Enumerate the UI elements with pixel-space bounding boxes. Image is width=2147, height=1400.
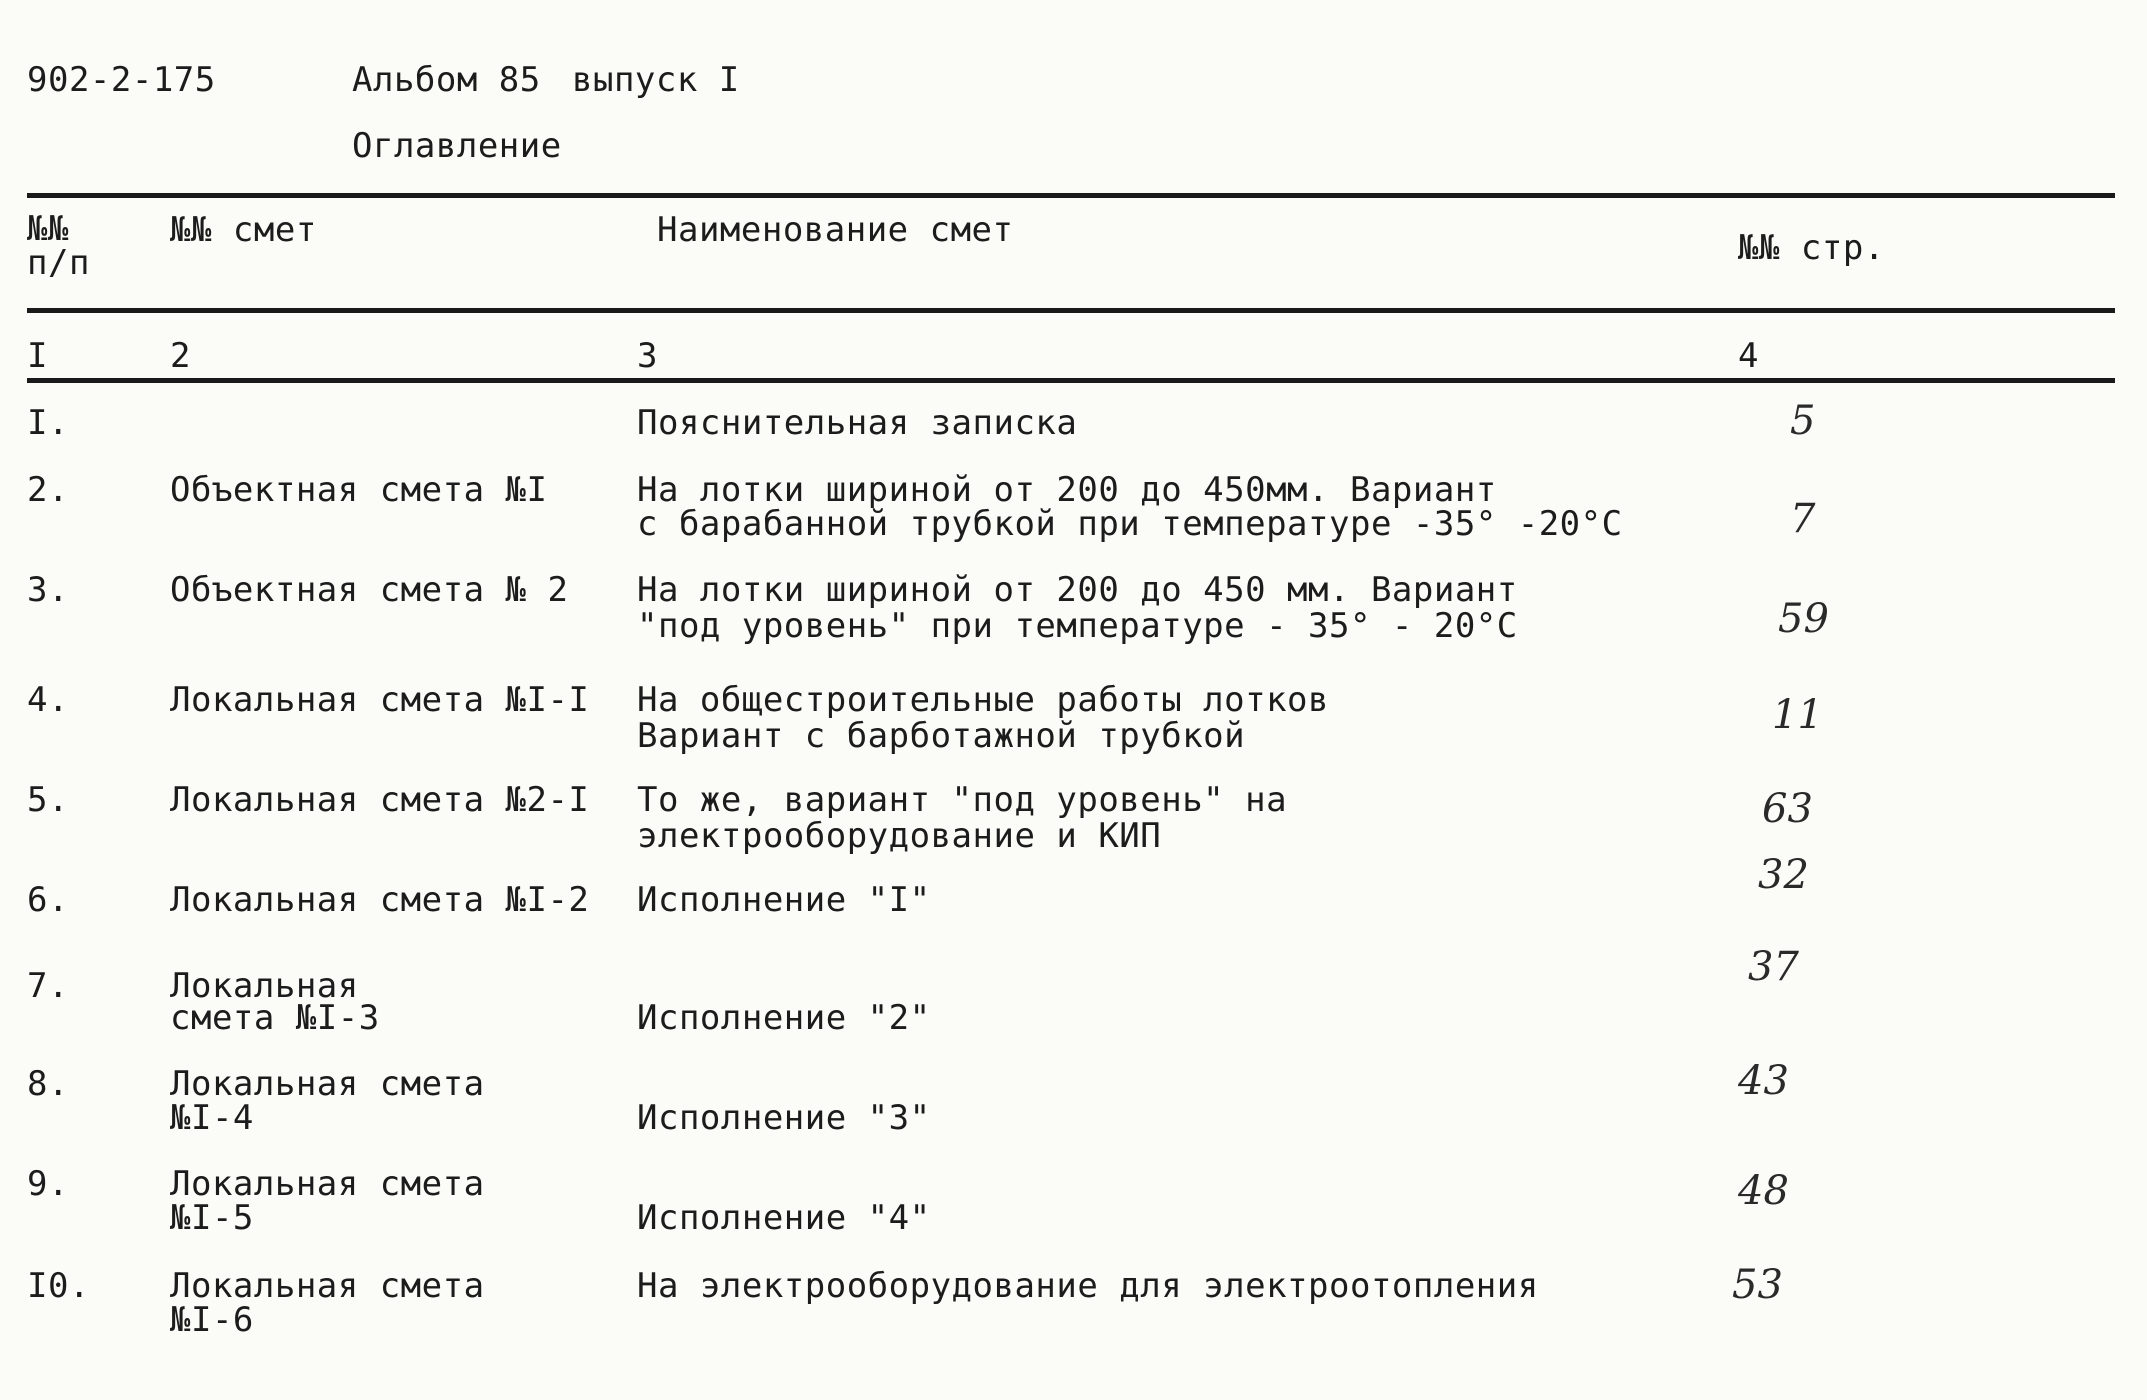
estimate-number: Объектная смета № 2 xyxy=(170,570,569,610)
estimate-name-line: На электрооборудование для электроотопления xyxy=(637,1266,1539,1306)
estimate-name-line: Исполнение "2" xyxy=(637,998,931,1038)
page-number-handwritten: 43 xyxy=(1738,1058,1789,1104)
column-number-1: I xyxy=(27,336,48,376)
estimate-number: Локальная смета №I-I xyxy=(170,680,590,720)
estimate-name-line: На лотки шириной от 200 до 450мм. Вариант xyxy=(637,470,1497,510)
row-number: 8. xyxy=(27,1064,69,1104)
page-number-handwritten: 32 xyxy=(1758,852,1809,898)
page-number-handwritten: 5 xyxy=(1790,398,1816,444)
estimate-name-line: На общестроительные работы лотков xyxy=(637,680,1330,720)
row-number: 7. xyxy=(27,966,69,1006)
estimate-name-line: На лотки шириной от 200 до 450 мм. Вариант xyxy=(637,570,1518,610)
document-code: 902-2-175 xyxy=(27,60,216,100)
estimate-number: Локальная xyxy=(170,966,359,1006)
header-page-number: №№ стр. xyxy=(1738,228,1885,268)
estimate-number: Локальная смета xyxy=(170,1164,485,1204)
column-number-2: 2 xyxy=(170,336,191,376)
column-number-3: 3 xyxy=(637,336,658,376)
estimate-number: Локальная смета xyxy=(170,1064,485,1104)
row-number: 6. xyxy=(27,880,69,920)
estimate-name-line: "под уровень" при температуре - 35° - 20°С xyxy=(637,606,1518,646)
estimate-name-line: Пояснительная записка xyxy=(637,403,1078,443)
issue-label: выпуск I xyxy=(572,60,740,100)
estimate-number: смета №I-3 xyxy=(170,998,380,1038)
page-number-handwritten: 37 xyxy=(1748,944,1799,990)
row-number: I. xyxy=(27,403,69,443)
estimate-name-line: Вариант с барботажной трубкой xyxy=(637,716,1246,756)
page-number-handwritten: 7 xyxy=(1790,496,1816,542)
estimate-number: Локальная смета №I-2 xyxy=(170,880,590,920)
estimate-name-line: электрооборудование и КИП xyxy=(637,816,1162,856)
row-number: 2. xyxy=(27,470,69,510)
header-estimate-number: №№ смет xyxy=(170,210,317,250)
header-bottom-rule xyxy=(27,308,2115,313)
row-number: 3. xyxy=(27,570,69,610)
estimate-number: Локальная смета №2-I xyxy=(170,780,590,820)
row-number: 9. xyxy=(27,1164,69,1204)
column-number-4: 4 xyxy=(1738,336,1759,376)
page-number-handwritten: 48 xyxy=(1738,1168,1789,1214)
album-label: Альбом 85 xyxy=(352,60,541,100)
page-number-handwritten: 53 xyxy=(1732,1262,1783,1308)
row-number: 4. xyxy=(27,680,69,720)
column-number-rule xyxy=(27,378,2115,383)
row-number: I0. xyxy=(27,1266,90,1306)
estimate-number: №I-6 xyxy=(170,1300,254,1340)
page-title: Оглавление xyxy=(352,126,562,166)
estimate-name-line: Исполнение "4" xyxy=(637,1198,931,1238)
row-number: 5. xyxy=(27,780,69,820)
page-number-handwritten: 63 xyxy=(1762,786,1813,832)
estimate-number: Локальная смета xyxy=(170,1266,485,1306)
estimate-number: №I-5 xyxy=(170,1198,254,1238)
estimate-name-line: Исполнение "I" xyxy=(637,880,931,920)
table-top-rule xyxy=(27,193,2115,198)
page-number-handwritten: 59 xyxy=(1778,596,1829,642)
header-row-number: №№ п/п xyxy=(27,209,90,283)
estimate-name-line: с барабанной трубкой при температуре -35° -20°С xyxy=(637,504,1623,544)
estimate-number: Объектная смета №I xyxy=(170,470,548,510)
estimate-name-line: Исполнение "3" xyxy=(637,1098,931,1138)
page-number-handwritten: 11 xyxy=(1772,692,1823,738)
estimate-number: №I-4 xyxy=(170,1098,254,1138)
header-estimate-name: Наименование смет xyxy=(657,210,1014,250)
estimate-name-line: То же, вариант "под уровень" на xyxy=(637,780,1288,820)
